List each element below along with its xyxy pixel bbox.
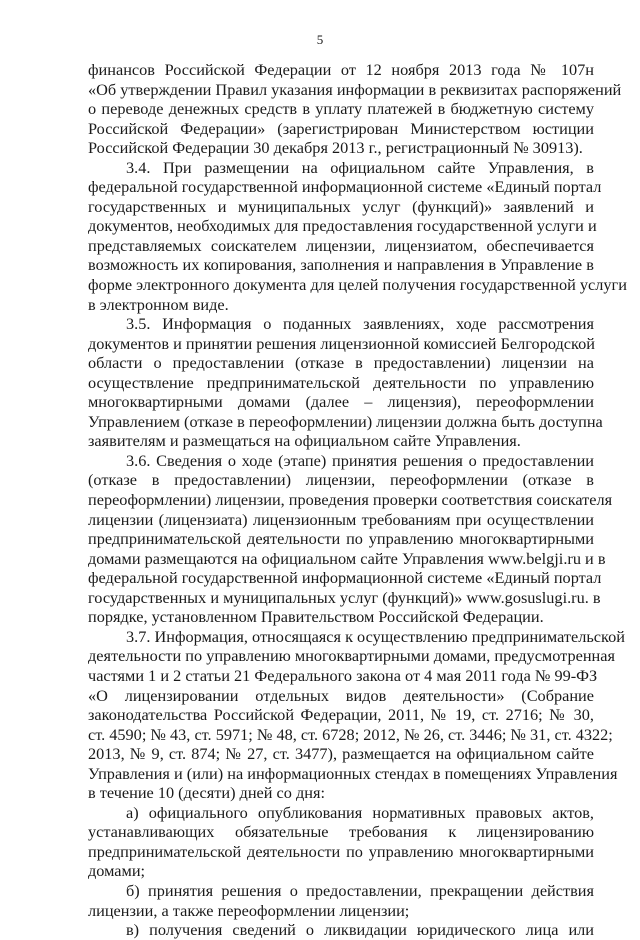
text-line: 3.5. Информация о поданных заявлениях, ходе рассмотрения <box>126 314 594 334</box>
text-line: в электронном виде. <box>88 294 229 314</box>
text-line: домами размещаются на официальном сайте Управления www.belgji.ru и в <box>88 548 606 568</box>
text-line: частями 1 и 2 статьи 21 Федерального закона от 4 мая 2011 года № 99-ФЗ <box>88 665 598 685</box>
text-line: о переводе денежных средств в уплату платежей в бюджетную систему <box>88 99 594 119</box>
text-line: а) официального опубликования нормативных правовых актов, <box>126 802 594 822</box>
text-line: б) принятия решения о предоставлении, прекращении действия <box>126 880 594 900</box>
text-line: в течение 10 (десяти) дней со дня: <box>88 783 326 803</box>
document-body <box>88 60 627 940</box>
text-line: переоформлении) лицензии, проведения проверки соответствия соискателя <box>88 490 613 510</box>
text-line: финансов Российской Федерации от 12 ноября 2013 года № 107н <box>88 60 594 79</box>
text-line: законодательства Российской Федерации, 2011, № 19, ст. 2716; № 30, <box>88 705 594 725</box>
page-number: 5 <box>316 32 324 47</box>
text-line: представляемых соискателем лицензии, лицензиатом, обеспечивается <box>88 235 594 255</box>
text-line: форме электронного документа для целей получения государственной услуги <box>88 275 627 295</box>
text-line: деятельности по управлению многоквартирными домами, предусмотренная <box>88 646 615 666</box>
text-line: Управления и (или) на информационных стендах в помещениях Управления <box>88 763 618 783</box>
text-line: федеральной государственной информационной системе «Единый портал <box>88 177 602 197</box>
text-line: документов и принятии решения лицензионной комиссией Белгородской <box>88 333 595 353</box>
text-line: 3.6. Сведения о ходе (этапе) принятия решения о предоставлении <box>126 450 594 470</box>
text-line: предпринимательской деятельности по управлению многоквартирными <box>88 529 594 549</box>
text-line: 3.7. Информация, относящаяся к осуществлению предпринимательской <box>126 626 625 646</box>
text-line: устанавливающих обязательные требования к лицензированию <box>88 822 594 842</box>
text-line: 2013, № 9, ст. 874; № 27, ст. 3477), размещается на официальном сайте <box>88 744 594 764</box>
text-line: федеральной государственной информационной системе «Единый портал <box>88 568 602 588</box>
text-line: многоквартирными домами (далее – лицензия), переоформлении <box>88 392 594 412</box>
text-line: Управлением (отказе в переоформлении) лицензии должна быть доступна <box>88 411 603 431</box>
text-line: порядке, установленном Правительством Российской Федерации. <box>88 607 544 627</box>
text-line: лицензии, а также переоформлении лицензии; <box>88 900 410 920</box>
text-line: документов, необходимых для предоставления государственной услуги и <box>88 216 597 236</box>
text-line: Российской Федерации 30 декабря 2013 г., регистрационный № 30913). <box>88 138 583 158</box>
text-line: «О лицензировании отдельных видов деятельности» (Собрание <box>88 685 594 705</box>
text-line: 3.4. При размещении на официальном сайте Управления, в <box>126 157 594 177</box>
text-line: ст. 4590; № 43, ст. 5971; № 48, ст. 6728; 2012, № 26, ст. 3446; № 31, ст. 4322; <box>88 724 613 744</box>
text-line: области о предоставлении (отказе в предоставлении) лицензии на <box>88 353 594 373</box>
text-line: предпринимательской деятельности по управлению многоквартирными <box>88 841 594 861</box>
text-line: домами; <box>88 861 146 881</box>
text-line: заявителям и размещаться на официальном сайте Управления. <box>88 431 521 451</box>
text-line: государственных и муниципальных услуг (функций)» заявлений и <box>88 196 594 216</box>
text-line: государственных и муниципальных услуг (функций)» www.gosuslugi.ru. в <box>88 587 601 607</box>
text-line: Российской Федерации» (зарегистрирован Министерством юстиции <box>88 118 594 138</box>
text-line: возможность их копирования, заполнения и направления в Управление в <box>88 255 594 275</box>
text-line: «Об утверждении Правил указания информации в реквизитах распоряжений <box>88 79 622 99</box>
text-line: лицензии (лицензиата) лицензионным требованиям при осуществлении <box>88 509 594 529</box>
text-line: в) получения сведений о ликвидации юридического лица или <box>126 920 594 940</box>
text-line: осуществление предпринимательской деятельности по управлению <box>88 372 594 392</box>
text-line: (отказе в предоставлении) лицензии, переоформлении (отказе в <box>88 470 594 490</box>
